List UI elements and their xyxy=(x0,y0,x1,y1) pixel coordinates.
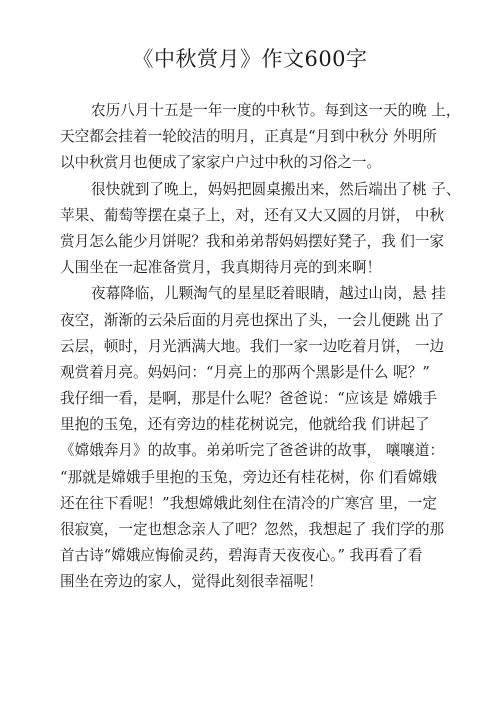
essay-line: 里抱的玉兔，还有旁边的桂花树说完，他就给我 们讲起了 xyxy=(60,416,430,434)
essay-body xyxy=(60,98,460,596)
essay-line: 夜空，渐渐的云朵后面的月亮也探出了头，一会儿便跳 出了 xyxy=(60,311,445,329)
essay-line: 很寂寞，一定也想念亲人了吧？忽然，我想起了 我们学的那 xyxy=(60,521,445,538)
essay-line: 我仔细一看，是啊，那是什么呢？爸爸说：“应该是 嫦娥手 xyxy=(60,390,437,408)
essay-line: 很快就到了晚上，妈妈把圆桌搬出来，然后端出了桃 子、 xyxy=(91,180,460,198)
essay-line: 观赏着月亮。妈妈问：“月亮上的那两个黑影是什么 呢？” xyxy=(60,363,430,381)
essay-line: 农历八月十五是一年一度的中秋节。每到这一天的晚 上， xyxy=(91,102,460,119)
essay-line: 《嫦娥奔月》的故事。弟弟听完了爸爸讲的故事， 嚷嚷道： xyxy=(60,442,445,460)
essay-line: 云层，顿时，月光洒满大地。我们一家一边吃着月饼， 一边 xyxy=(60,337,445,355)
essay-line: 苹果、葡萄等摆在桌子上，对，还有又大又圆的月饼， 中秋 xyxy=(60,206,445,224)
essay-line: 天空都会挂着一轮皎洁的明月，正真是“月到中秋分 外明所 xyxy=(60,128,437,146)
essay-line: 夜幕降临，儿颗淘气的星星眨着眼睛，越过山岗，悬 挂 xyxy=(91,285,446,303)
essay-line: 还在往下看呢！”我想嫦娥此刻住在清冷的广寒宫 里，一定 xyxy=(60,494,437,512)
essay-line: “那就是嫦娥手里抱的玉兔，旁边还有桂花树，你 们看嫦娥 xyxy=(60,468,437,486)
essay-line: 人围坐在一起准备赏月，我真期待月亮的到来啊！ xyxy=(60,259,382,277)
essay-line: 围坐在旁边的家人，觉得此刻很幸福呢！ xyxy=(60,573,323,591)
document-title: 《中秋赏月》作文600字 xyxy=(132,47,368,71)
essay-line: 首古诗“嫦娥应悔偷灵药，碧海青天夜夜心。” 我再看了看 xyxy=(60,547,423,565)
essay-line: 赏月怎么能少月饼呢？我和弟弟帮妈妈摆好凳子，我 们一家 xyxy=(60,232,445,250)
essay-line: 以中秋赏月也便成了家家户户过中秋的习俗之一。 xyxy=(60,154,382,172)
